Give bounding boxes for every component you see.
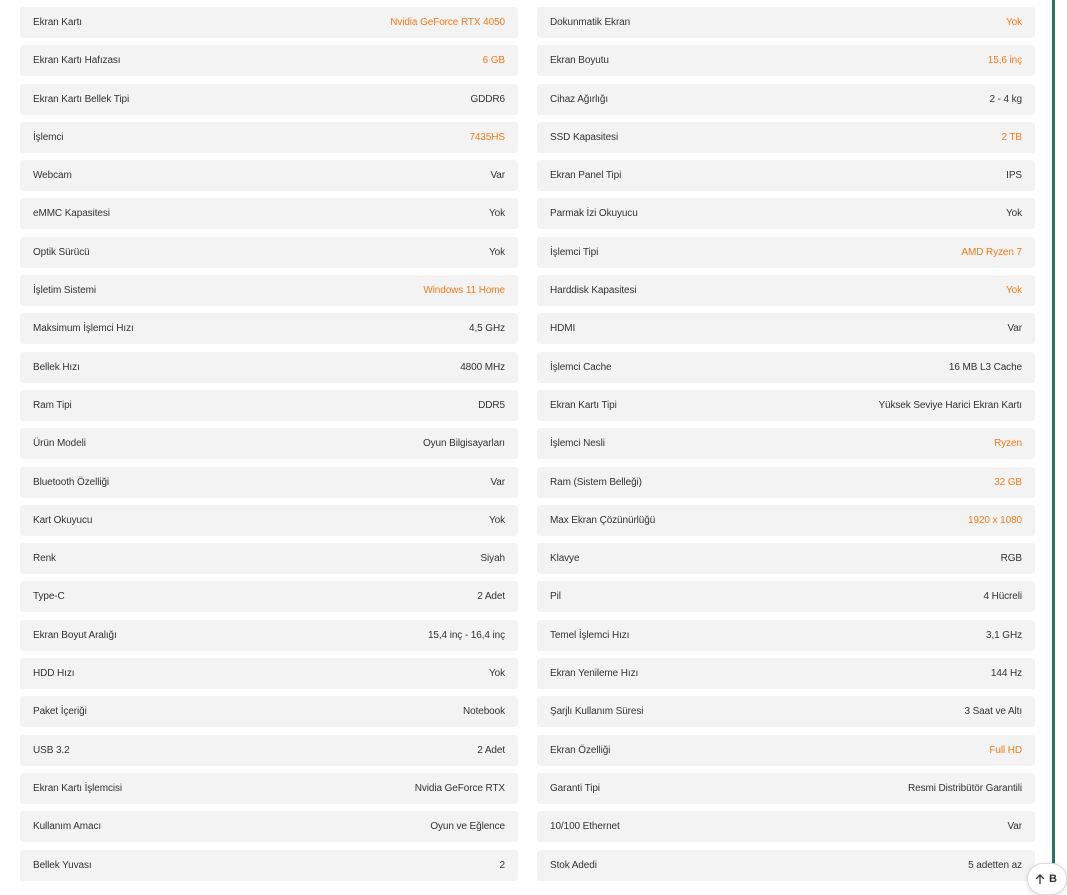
- spec-row-i-slemci-tipi: [537, 237, 1035, 268]
- spec-row-ssd-kapasitesi: [537, 122, 1035, 153]
- spec-row-i-slemci: [20, 122, 518, 153]
- spec-label: Ram Tipi: [33, 399, 72, 411]
- spec-value: Yok: [1005, 208, 1022, 220]
- spec-row-type-c: [20, 581, 518, 612]
- spec-value: 15,4 inç - 16,4 inç: [427, 629, 505, 641]
- spec-row-ekran-karti: [20, 7, 518, 38]
- spec-label: İşlemci Cache: [550, 361, 612, 373]
- spec-value: Oyun Bilgisayarları: [422, 438, 505, 450]
- spec-label: Stok Adedi: [550, 859, 597, 871]
- spec-value: 2 Adet: [477, 591, 505, 603]
- spec-row-ekran-yenileme-hizi: [537, 658, 1035, 689]
- spec-label: 10/100 Ethernet: [550, 821, 620, 833]
- spec-value: 4800 MHz: [460, 361, 505, 373]
- spec-value: 144 Hz: [990, 668, 1022, 680]
- spec-row-ekran-karti-bellek-tipi: [20, 84, 518, 115]
- spec-row-usb-3-2: [20, 735, 518, 766]
- spec-value[interactable]: Full HD: [989, 744, 1022, 756]
- spec-label: Parmak İzi Okuyucu: [550, 208, 638, 220]
- spec-value: 16 MB L3 Cache: [948, 361, 1022, 373]
- spec-value: 2 - 4 kg: [989, 93, 1022, 105]
- spec-row-max-ekran-cozunurlugu: [537, 505, 1035, 536]
- spec-row-i-sletim-sistemi: [20, 275, 518, 306]
- spec-value: Yok: [488, 246, 505, 258]
- spec-row-stok-adedi: [537, 850, 1035, 881]
- spec-value: Oyun ve Eğlence: [430, 821, 505, 833]
- spec-value: 2: [499, 859, 505, 871]
- spec-row-ekran-karti-tipi: [537, 390, 1035, 421]
- spec-label: Bellek Yuvası: [33, 859, 92, 871]
- spec-label: HDD Hızı: [33, 668, 75, 680]
- spec-value: Var: [490, 476, 505, 488]
- spec-row-ekran-ozelligi: [537, 735, 1035, 766]
- spec-label: İşletim Sistemi: [33, 285, 96, 297]
- spec-value: RGB: [1000, 553, 1022, 565]
- spec-value: 4 Hücreli: [983, 591, 1022, 603]
- spec-label: Ürün Modeli: [33, 438, 86, 450]
- spec-row-kullanim-amaci: [20, 811, 518, 842]
- spec-value[interactable]: Nvidia GeForce RTX 4050: [390, 17, 505, 28]
- scroll-to-top-button[interactable]: [1027, 863, 1067, 895]
- spec-label: Ekran Kartı Bellek Tipi: [33, 93, 130, 105]
- spec-value: Notebook: [462, 706, 505, 718]
- spec-value[interactable]: Yok: [1005, 17, 1022, 28]
- spec-value: Siyah: [480, 553, 505, 565]
- spec-row-dokunmatik-ekran: [537, 7, 1035, 38]
- spec-row-parmak-i-zi-okuyucu: [537, 198, 1035, 229]
- spec-label: Kullanım Amacı: [33, 821, 102, 833]
- spec-row-ekran-panel-tipi: [537, 160, 1035, 191]
- spec-value[interactable]: 7435HS: [469, 131, 505, 143]
- spec-label: Bellek Hızı: [33, 361, 80, 373]
- spec-row-ekran-boyutu: [537, 45, 1035, 76]
- spec-label: HDMI: [550, 323, 576, 335]
- spec-label: Optik Sürücü: [33, 246, 90, 258]
- spec-label: Ekran Kartı Tipi: [550, 399, 617, 411]
- spec-row-urun-modeli: [20, 428, 518, 459]
- spec-label: İşlemci Tipi: [550, 246, 599, 258]
- spec-value: GDDR6: [470, 93, 505, 105]
- spec-row-pil: [537, 581, 1035, 612]
- specs-column-left: [20, 7, 518, 888]
- spec-label: Ekran Kartı İşlemcisi: [33, 782, 123, 794]
- spec-row-paket-i-cerigi: [20, 696, 518, 727]
- spec-label: Ekran Panel Tipi: [550, 170, 622, 182]
- spec-label: SSD Kapasitesi: [550, 131, 619, 143]
- page-accent-border: [1052, 0, 1055, 890]
- spec-value: 3 Saat ve Altı: [964, 706, 1022, 718]
- arrow-up-icon: [1034, 873, 1046, 885]
- spec-value: 2 Adet: [477, 744, 505, 756]
- spec-label: Ekran Boyutu: [550, 55, 609, 67]
- spec-row-hdmi: [537, 313, 1035, 344]
- spec-value: Yüksek Seviye Harici Ekran Kartı: [878, 399, 1022, 411]
- spec-row-ekran-karti-i-slemcisi: [20, 773, 518, 804]
- spec-label: Ekran Kartı Hafızası: [33, 55, 121, 67]
- spec-value: DDR5: [478, 399, 505, 411]
- spec-row-ram-sistem-bellegi: [537, 467, 1035, 498]
- spec-row-harddisk-kapasitesi: [537, 275, 1035, 306]
- spec-label: Ekran Boyut Aralığı: [33, 629, 117, 641]
- spec-label: Paket İçeriği: [33, 706, 87, 718]
- spec-value[interactable]: 15,6 inç: [987, 55, 1022, 67]
- spec-value: Resmi Distribütör Garantili: [908, 782, 1022, 794]
- spec-label: Kart Okuyucu: [33, 514, 93, 526]
- spec-label: İşlemci Nesli: [550, 438, 605, 450]
- spec-label: Renk: [33, 553, 56, 565]
- spec-row-ram-tipi: [20, 390, 518, 421]
- spec-row-maksimum-i-slemci-hizi: [20, 313, 518, 344]
- spec-label: Şarjlı Kullanım Süresi: [550, 706, 644, 718]
- spec-label: İşlemci: [33, 131, 64, 143]
- spec-row-bellek-hizi: [20, 352, 518, 383]
- spec-label: eMMC Kapasitesi: [33, 208, 110, 220]
- spec-label: Maksimum İşlemci Hızı: [33, 323, 134, 335]
- spec-value[interactable]: 2 TB: [1001, 131, 1022, 143]
- spec-label: Dokunmatik Ekran: [550, 17, 631, 28]
- spec-label: Harddisk Kapasitesi: [550, 285, 637, 297]
- spec-row-sarjli-kullanim-suresi: [537, 696, 1035, 727]
- spec-value[interactable]: Windows 11 Home: [423, 285, 505, 297]
- spec-value[interactable]: 32 GB: [994, 476, 1022, 488]
- spec-value: Yok: [488, 208, 505, 220]
- spec-label: Garanti Tipi: [550, 782, 600, 794]
- spec-row-renk: [20, 543, 518, 574]
- spec-value[interactable]: AMD Ryzen 7: [961, 246, 1022, 258]
- spec-value: Var: [1007, 821, 1022, 833]
- spec-value: Var: [490, 170, 505, 182]
- spec-value[interactable]: 1920 x 1080: [968, 514, 1022, 526]
- spec-row-i-slemci-cache: [537, 352, 1035, 383]
- spec-label: Pil: [550, 591, 561, 603]
- spec-label: USB 3.2: [33, 744, 70, 756]
- spec-label: Max Ekran Çözünürlüğü: [550, 514, 656, 526]
- spec-value: Yok: [488, 668, 505, 680]
- spec-row-i-slemci-nesli: [537, 428, 1035, 459]
- spec-value: Yok: [488, 514, 505, 526]
- spec-row-garanti-tipi: [537, 773, 1035, 804]
- spec-label: Klavye: [550, 553, 580, 565]
- spec-row-bluetooth-ozelligi: [20, 467, 518, 498]
- spec-row-klavye: [537, 543, 1035, 574]
- spec-label: Ekran Yenileme Hızı: [550, 668, 639, 680]
- spec-row-cihaz-agirligi: [537, 84, 1035, 115]
- spec-label: Type-C: [33, 591, 65, 603]
- spec-value[interactable]: Ryzen: [994, 438, 1022, 450]
- spec-value: Var: [1007, 323, 1022, 335]
- spec-label: Temel İşlemci Hızı: [550, 629, 630, 641]
- spec-value: 3,1 GHz: [986, 629, 1022, 641]
- spec-label: Bluetooth Özelliği: [33, 476, 110, 488]
- spec-value: 5 adetten az: [968, 859, 1022, 871]
- spec-row-webcam: [20, 160, 518, 191]
- spec-label: Ekran Kartı: [33, 17, 82, 28]
- spec-value[interactable]: 6 GB: [482, 55, 505, 67]
- spec-label: Ekran Özelliği: [550, 744, 611, 756]
- spec-row-emmc-kapasitesi: [20, 198, 518, 229]
- specs-column-right: [537, 7, 1035, 888]
- spec-label: Webcam: [33, 170, 72, 182]
- spec-row-ekran-karti-hafizasi: [20, 45, 518, 76]
- spec-label: Ram (Sistem Belleği): [550, 476, 642, 488]
- spec-row-temel-i-slemci-hizi: [537, 620, 1035, 651]
- spec-row-ekran-boyut-araligi: [20, 620, 518, 651]
- spec-value: IPS: [1006, 170, 1022, 182]
- spec-row-optik-surucu: [20, 237, 518, 268]
- spec-value: Nvidia GeForce RTX: [414, 782, 505, 794]
- spec-label: Cihaz Ağırlığı: [550, 93, 609, 105]
- spec-row-kart-okuyucu: [20, 505, 518, 536]
- scroll-to-top-label: B: [1049, 873, 1057, 885]
- spec-value[interactable]: Yok: [1005, 285, 1022, 297]
- spec-row-10-100-ethernet: [537, 811, 1035, 842]
- spec-row-bellek-yuvasi: [20, 850, 518, 881]
- spec-value: 4,5 GHz: [469, 323, 505, 335]
- spec-row-hdd-hizi: [20, 658, 518, 689]
